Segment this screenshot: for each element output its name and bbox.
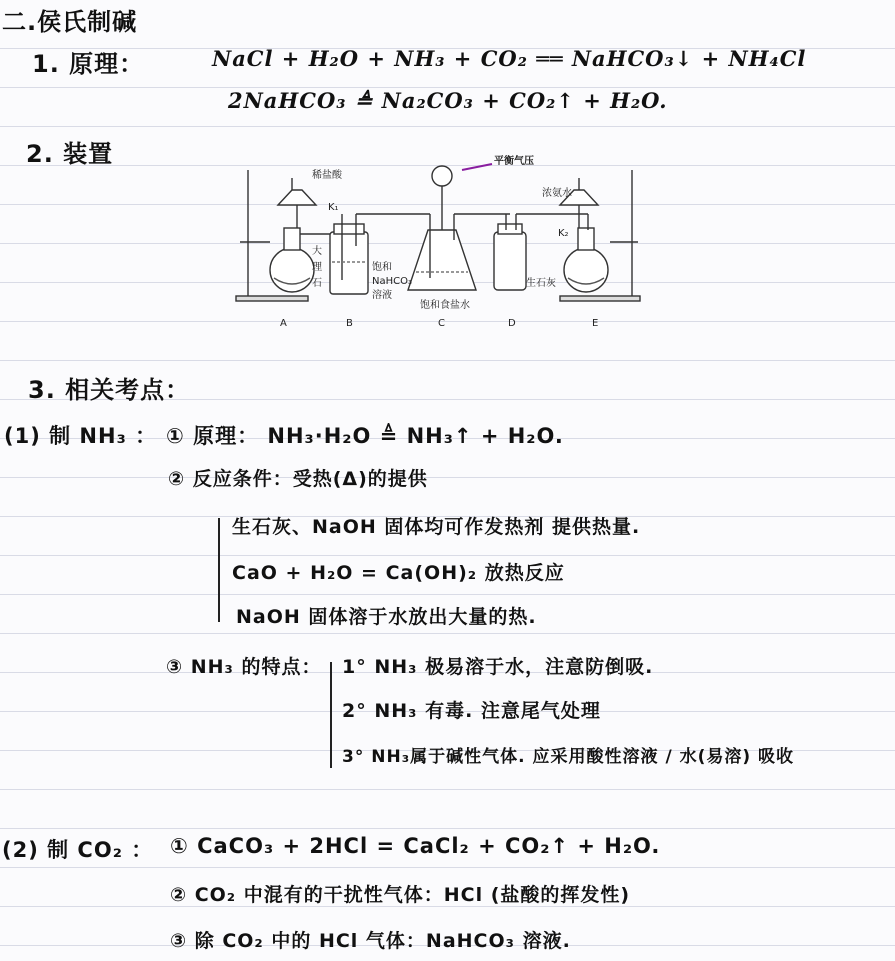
stand-e xyxy=(560,170,640,301)
principle-equation-1: NaCl + H₂O + NH₃ + CO₂ ══ NaHCO₃↓ + NH₄Cl xyxy=(212,46,807,71)
nh3-feature-3: 3° NH₃属于碱性气体. 应采用酸性溶液 / 水(易溶) 吸收 xyxy=(342,747,795,767)
co2-label: (2) 制 CO₂ ： xyxy=(2,838,154,862)
section-title: 二.侯氏制碱 xyxy=(2,8,138,36)
nh3-feature-1: 1° NH₃ 极易溶于水，注意防倒吸. xyxy=(342,656,654,678)
apparatus-diagram xyxy=(230,150,650,335)
label-solution: 溶液 xyxy=(372,290,392,301)
label-a: A xyxy=(280,318,287,329)
label-b: B xyxy=(346,318,353,329)
brace-heat xyxy=(218,518,220,622)
points-label: 3. 相关考点： xyxy=(28,376,191,404)
label-c: C xyxy=(438,318,445,329)
label-brine: 饱和食盐水 xyxy=(420,300,470,311)
label-marble-2: 理 xyxy=(312,262,322,273)
label-k1: K₁ xyxy=(328,202,339,213)
co2-reaction-2: ② CO₂ 中混有的干扰性气体：HCl (盐酸的挥发性) xyxy=(170,884,631,906)
label-dilute-acid: 稀盐酸 xyxy=(312,170,342,181)
co2-reaction-3: ③ 除 CO₂ 中的 HCl 气体：NaHCO₃ 溶液. xyxy=(170,930,571,952)
label-nahco3: NaHCO₃ xyxy=(372,276,412,287)
heat-note-3: NaOH 固体溶于水放出大量的热. xyxy=(236,606,537,628)
co2-reaction-1: ① CaCO₃ + 2HCl = CaCl₂ + CO₂↑ + H₂O. xyxy=(170,834,661,858)
brace-features xyxy=(330,662,332,768)
apparatus-label: 2. 装置 xyxy=(26,140,114,168)
heat-note-2: CaO + H₂O = Ca(OH)₂ 放热反应 xyxy=(232,562,565,584)
nh3-feature-2: 2° NH₃ 有毒. 注意尾气处理 xyxy=(342,700,601,722)
nh3-feature-label: ③ NH₃ 的特点： xyxy=(166,656,322,678)
label-sat: 饱和 xyxy=(372,262,392,273)
nh3-label: (1) 制 NH₃ ： xyxy=(4,424,158,448)
label-marble-3: 石 xyxy=(312,278,322,289)
annotation-balance-pressure: 平衡气压 xyxy=(494,156,534,167)
label-k2: K₂ xyxy=(558,228,569,239)
label-d: D xyxy=(508,318,516,329)
label-quicklime: 生石灰 xyxy=(526,278,556,289)
principle-label: 1. 原理： xyxy=(32,50,145,78)
heat-note-1: 生石灰、NaOH 固体均可作发热剂 提供热量. xyxy=(232,516,641,538)
principle-equation-2: 2NaHCO₃ ≜ Na₂CO₃ + CO₂↑ + H₂O. xyxy=(228,88,668,113)
stand-a xyxy=(236,170,342,301)
label-conc-ammonia: 浓氨水 xyxy=(542,188,572,199)
label-marble-1: 大 xyxy=(312,246,322,257)
nh3-principle: ① 原理： NH₃·H₂O ≜ NH₃↑ + H₂O. xyxy=(166,424,564,448)
label-e: E xyxy=(592,318,599,329)
nh3-condition: ② 反应条件：受热(Δ)的提供 xyxy=(168,468,428,490)
